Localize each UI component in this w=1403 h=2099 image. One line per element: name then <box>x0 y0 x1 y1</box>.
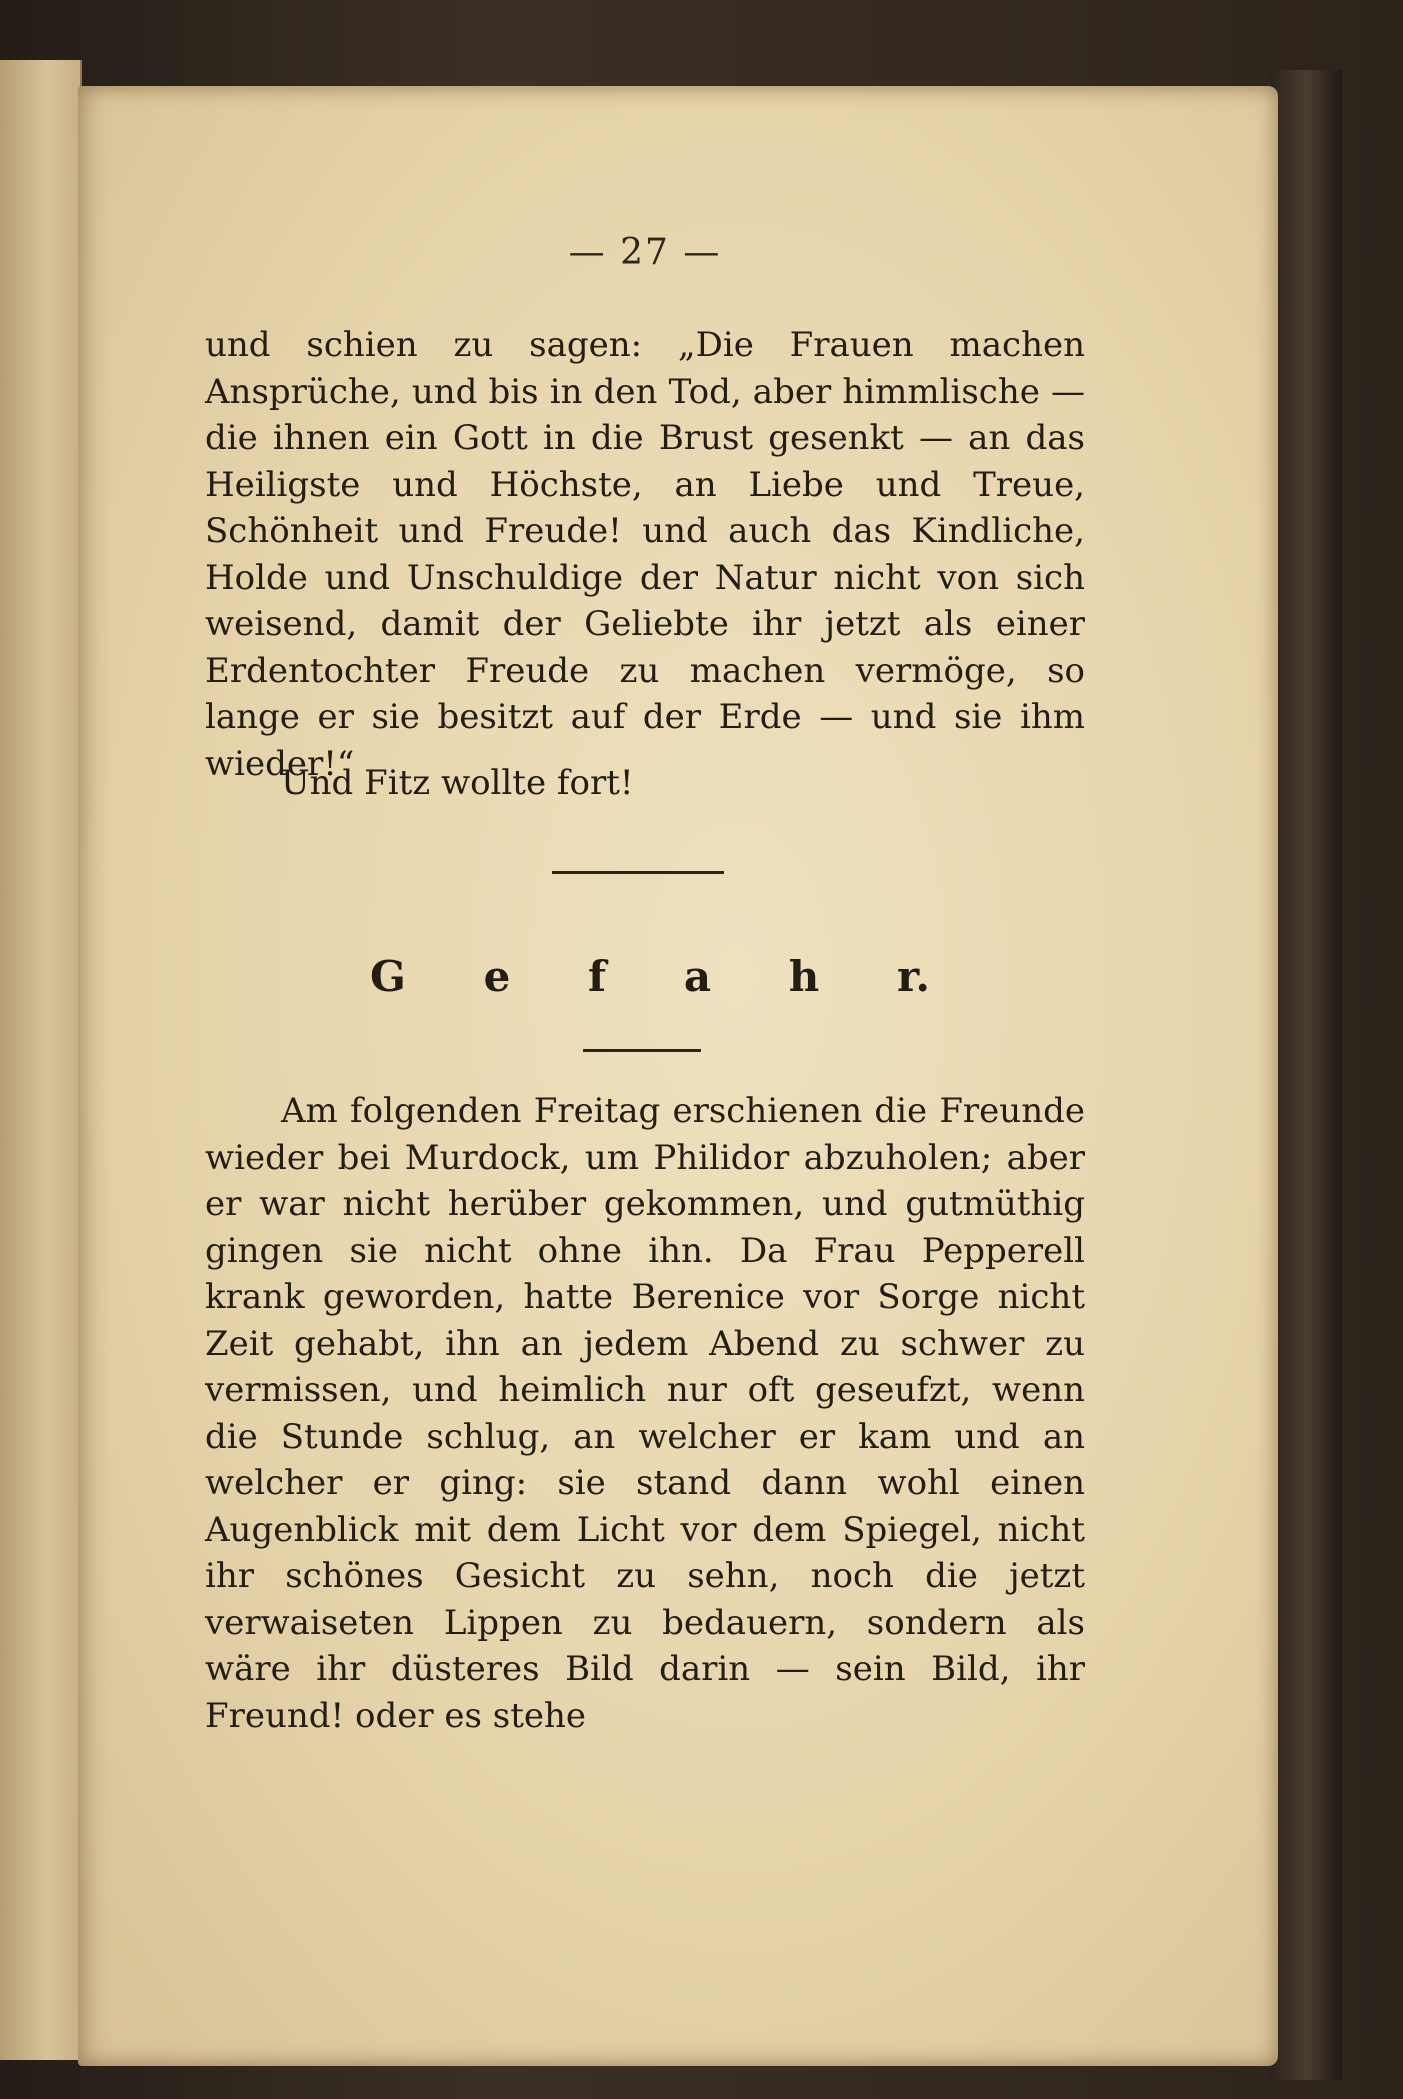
section-title-letter: r. <box>897 952 930 1001</box>
section-title-letter: f <box>588 952 607 1001</box>
page-number: — 27 — <box>568 232 722 273</box>
section-title-letter: a <box>683 952 712 1001</box>
section-title-letter: G <box>370 952 406 1001</box>
section-rule-top <box>552 871 724 874</box>
paragraph-text: Am folgenden Freitag erschienen die Freunde wieder bei Murdock, um Philidor abzuholen; aber er war nicht herüber gekommen, und gutmüthig gingen sie nicht ohne ihn. Da Frau Pepperell krank geworden, hatte Berenice vor Sorge nicht Zeit gehabt, ihn an jedem Abend zu schwer zu vermissen, und heimlich nur oft geseufzt, wenn die Stunde schlug, an welcher er kam und an welcher er ging: sie stand dann wohl einen Augenblick mit dem Licht vor dem Spiegel, nicht ihr schönes Gesicht zu sehn, noch die jetzt verwaiseten Lippen zu bedauern, sondern als wäre ihr düsteres Bild darin — sein Bild, ihr Freund! oder es stehe <box>205 1091 1085 1736</box>
section-rule-bottom <box>583 1049 701 1052</box>
facing-page-edge <box>0 60 82 2060</box>
section-title-letter: h <box>788 952 820 1001</box>
paragraph-first <box>205 322 1085 787</box>
paragraph-third <box>205 1088 1085 1739</box>
section-title <box>370 952 930 1001</box>
paragraph-second <box>205 760 1085 807</box>
book-binding-edge <box>1270 70 1342 2080</box>
paragraph-text: Und Fitz wollte fort! <box>281 763 634 803</box>
paragraph-text: und schien zu sagen: „Die Frauen machen Ansprüche, und bis in den Tod, aber himmlische — die ihnen ein Gott in die Brust gesenkt — an das Heiligste und Höchste, an Liebe und Treue, Schönheit und Freude! und auch das Kindliche, Holde und Unschuldige der Natur nicht von sich weisend, damit der Geliebte ihr jetzt als einer Erdentochter Freude zu machen vermöge, so lange er sie besitzt auf der Erde — und sie ihm wieder!“ <box>205 325 1085 784</box>
section-title-letter: e <box>483 952 511 1001</box>
